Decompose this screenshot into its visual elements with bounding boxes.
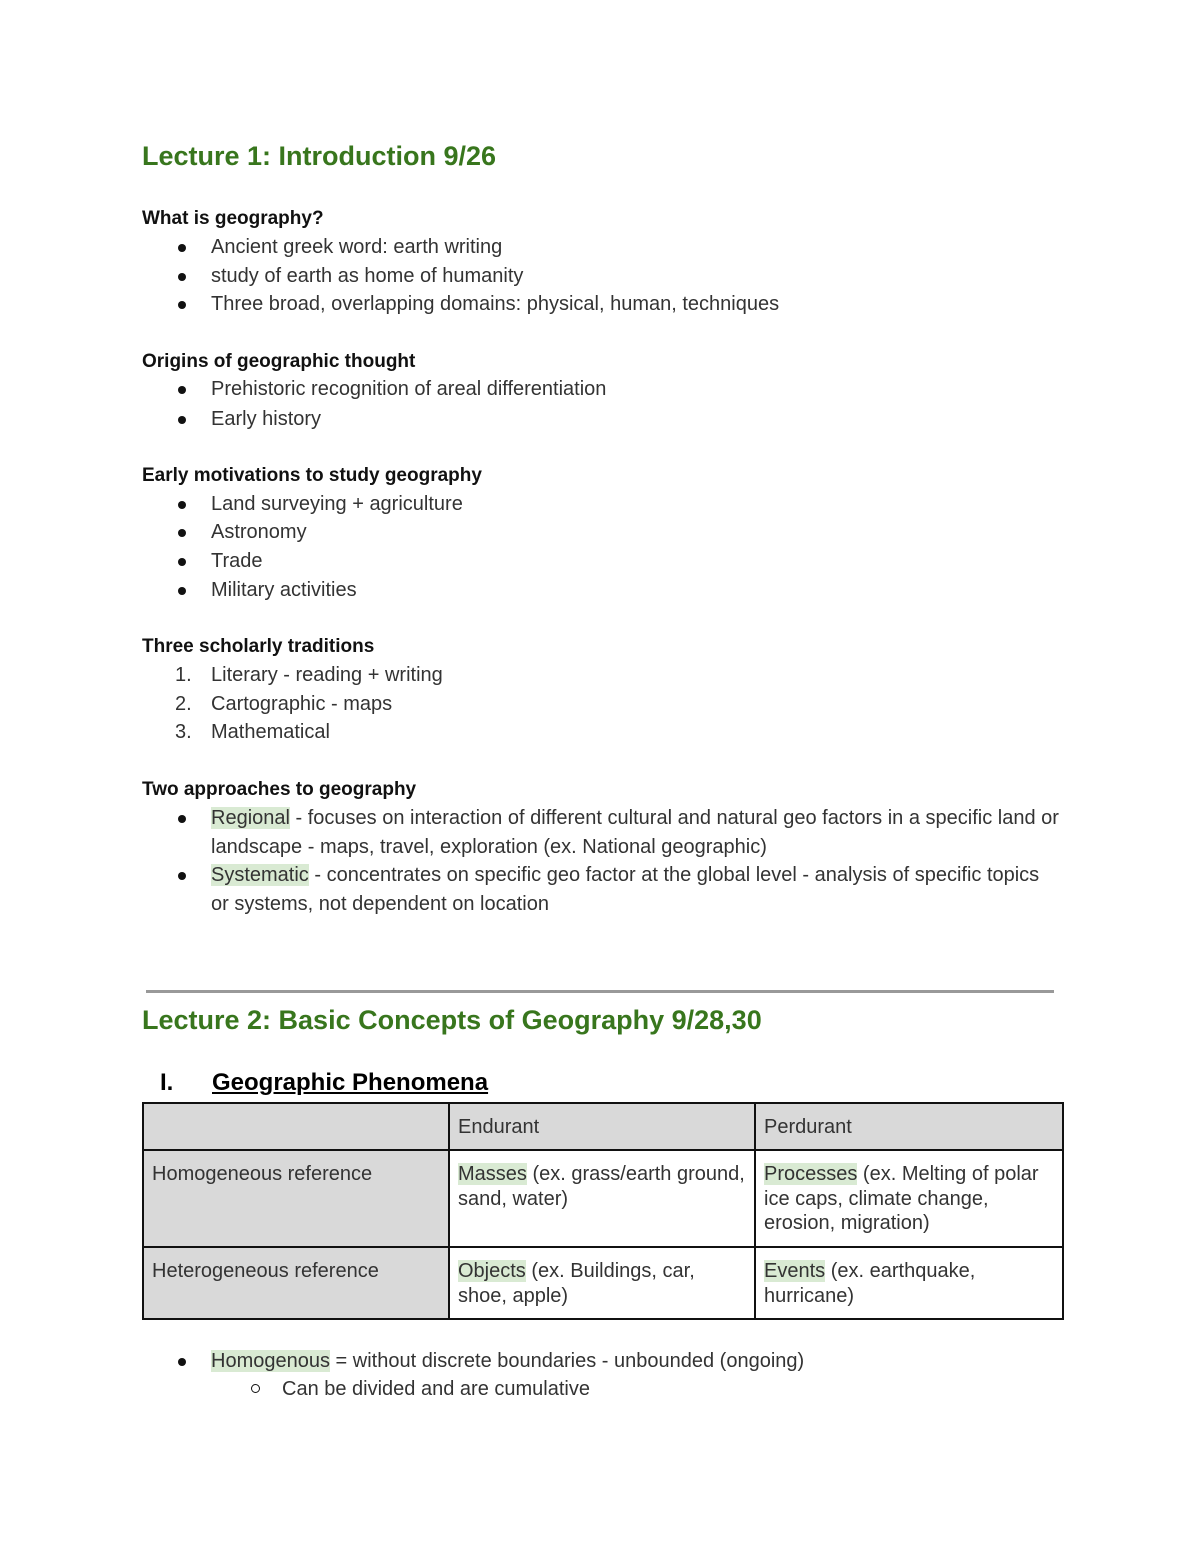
list-item: Regional - focuses on interaction of different cultural and natural geo factors in a specific land or landscape - maps, travel, exploration (ex. National geographic) — [211, 804, 1061, 861]
list-item: Homogenous = without discrete boundaries - unbounded (ongoing) — [211, 1347, 1071, 1376]
list-item: Trade — [211, 547, 1071, 576]
list-item: 2. Cartographic - maps — [175, 693, 393, 715]
hollow-bullet-icon — [251, 1384, 260, 1393]
list-item: Ancient greek word: earth writing — [211, 233, 1071, 262]
bullet-icon — [178, 815, 186, 823]
horizontal-divider — [146, 990, 1054, 993]
bullet-icon — [178, 386, 186, 394]
list-item: 1. Literary - reading + writing — [175, 664, 443, 686]
list-item: Military activities — [211, 576, 1071, 605]
table-header-cell: Endurant — [449, 1103, 755, 1150]
traditions-heading: Three scholarly traditions — [142, 636, 375, 657]
table-row — [143, 1247, 1063, 1319]
highlighted-term: Objects — [458, 1260, 526, 1282]
bullet-icon — [178, 529, 186, 537]
table-cell: Masses (ex. grass/earth ground, sand, water) — [449, 1150, 755, 1247]
row-header-cell: Heterogeneous reference — [143, 1247, 449, 1319]
bullet-icon — [178, 301, 186, 309]
list-item: 3. Mathematical — [175, 721, 330, 743]
table-header-cell: Perdurant — [755, 1103, 1063, 1150]
list-item: study of earth as home of humanity — [211, 262, 1071, 291]
list-item: Three broad, overlapping domains: physical, human, techniques — [211, 290, 1071, 319]
row-header-cell: Homogeneous reference — [143, 1150, 449, 1247]
sub-list-item: Can be divided and are cumulative — [282, 1375, 982, 1404]
origins-heading: Origins of geographic thought — [142, 351, 416, 372]
table-cell: Events (ex. earthquake, hurricane) — [755, 1247, 1063, 1319]
what-is-geography-heading: What is geography? — [142, 208, 324, 229]
table-cell: Objects (ex. Buildings, car, shoe, apple) — [449, 1247, 755, 1319]
highlighted-term: Masses — [458, 1163, 527, 1185]
section-numeral: I. — [160, 1069, 174, 1096]
list-item: Early history — [211, 405, 1071, 434]
approaches-heading: Two approaches to geography — [142, 779, 417, 800]
table-header-cell — [143, 1103, 449, 1150]
list-item: Prehistoric recognition of areal differentiation — [211, 375, 1071, 404]
highlighted-term: Homogenous — [211, 1350, 330, 1372]
bullet-icon — [178, 587, 186, 595]
table-header-row — [143, 1103, 1063, 1150]
highlighted-term: Systematic — [211, 864, 309, 886]
motivations-heading: Early motivations to study geography — [142, 465, 482, 486]
bullet-icon — [178, 244, 186, 252]
highlighted-term: Events — [764, 1260, 826, 1282]
bullet-icon — [178, 273, 186, 281]
phenomena-table — [142, 1102, 1064, 1320]
bullet-icon — [178, 501, 186, 509]
table-row — [143, 1150, 1063, 1247]
highlighted-term: Regional — [211, 807, 290, 829]
table-cell: Processes (ex. Melting of polar ice caps, climate change, erosion, migration) — [755, 1150, 1063, 1247]
bullet-icon — [178, 872, 186, 880]
bullet-icon — [178, 1358, 186, 1366]
list-item: Systematic - concentrates on specific geo factor at the global level - analysis of specific topics or systems, not dependent on location — [211, 861, 1061, 918]
list-item: Land surveying + agriculture — [211, 490, 1071, 519]
lecture-1-title: Lecture 1: Introduction 9/26 — [142, 141, 497, 171]
lecture-2-title: Lecture 2: Basic Concepts of Geography 9/28,30 — [142, 1005, 762, 1035]
bullet-icon — [178, 416, 186, 424]
highlighted-term: Processes — [764, 1163, 858, 1185]
list-item: Astronomy — [211, 518, 1071, 547]
section-title: Geographic Phenomena — [212, 1069, 489, 1096]
bullet-icon — [178, 558, 186, 566]
